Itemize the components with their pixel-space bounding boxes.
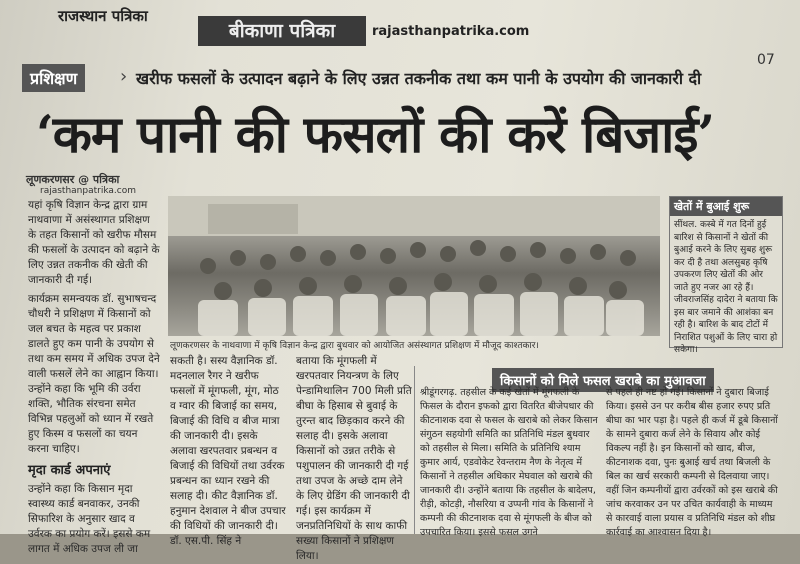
article-column-2: सकती है। सस्य वैज्ञानिक डॉ. मदनलाल रैगर ने खरीफ फसलों में मूंगफली, मूंग, मोठ व ग्वार की बिजाई का समय, बिजाई की विधि व बीज मात्रा की जानकारी दी। इसके अलावा खरपतवार प्रबन्धन व बिजाई की विधियों तथा उर्वरक प्रबन्धन का ध्यान रखने की सलाह दी। कीट वैज्ञानिक डॉ. हनुमान देशवाल ने बीज उपचार की विधियों की जानकारी दी। डॉ. एस.पी. सिंह ने: [170, 355, 286, 547]
article-paragraph: कार्यक्रम समन्वयक डॉ. सुभाषचन्द चौधरी ने प्रशिक्षण में किसानों को जल बचत के महत्व पर प्रकाश डालते हुए कम पानी के उपयोग से तथा कम समय में अधिक उपज देने वाली फसलें लेने का आह्वान किया। उन्होंने कहा कि भूमि की उर्वरा शक्ति, भौतिक संरचना समेत विभिन्न पहलुओं को ध्यान में रखते हुए किस्म व फसलों का चयन करना चाहिए।: [28, 293, 160, 455]
page-number: 07: [757, 52, 775, 68]
article-column-3: बताया कि मूंगफली में खरपतवार नियन्त्रण के लिए पेन्डामिथालिन 700 मिली प्रति बीघा के हिसाब से बुवाई के तुरन्त बाद छिड़काव करने की सलाह दी। इसके अलावा किसानों को उन्नत तरीके से पशुपालन की जानकारी दी गई तथा उपज के अच्छे दाम लेने के लिए ग्रेडिंग की जानकारी दी गई। इस कार्यक्रम में जनप्रतिनिधियों के साथ काफी सख्या किसानों ने प्रशिक्षण लिया।: [296, 355, 412, 562]
box-title: खेतों में बुआई शुरू: [670, 197, 782, 216]
story2-column-1: श्रीडूंगरगढ़. तहसील के कई खेतों में मूंगफली के फिसल के दौरान इफको द्वारा वितरित बीजेपधार की कीटनाशक दवा से फसल के खराबे को लेकर किसान संगुठन सहयोगी समिति का प्रतिनिधि मंडल बुधवार को तहसील से मिला। समिति के प्रतिनिधि श्याम कुमार आर्य, एडवोकेट रेवन्तराम नैण के नेतृत्व में किसानों ने तहसील अधिकार मेघवाल को खराबे की जानकारी दी। उन्होंने बताया कि तहसील के बादेलप, रीड़ी, कोटड़ी, नौसरिया व उप्पनी गांव के किसानों ने कम्पनी की कीटनाशक दवा से मूंगफली के बीज को उपचारित किया। इससे फसल उगने: [420, 387, 598, 538]
page-header: [0, 0, 800, 40]
column-divider: [414, 366, 415, 534]
article-column-1: [28, 198, 160, 557]
kicker-bar: [22, 64, 792, 94]
story2-headline: किसानों को मिले फसल खराबे का मुआवजा: [492, 368, 714, 392]
photo-caption: लूणकरणसर के नाथवाणा में कृषि विज्ञान केन्द्र द्वारा बुधवार को आयोजित असंस्थागत प्रशिक्षण में मौजूद काश्तकार।: [170, 341, 539, 351]
article-paragraph: उन्होंने कहा कि किसान मृदा स्वास्थ्य कार्ड बनवाकर, उनकी सिफारिश के अनुसार खाद व उर्वरक का प्रयोग करें। इससे कम लागत में अधिक उपज ली जा: [28, 483, 151, 555]
dateline: लूणकरणसर @ पत्रिका: [26, 173, 120, 186]
chevron-right-icon: ›: [120, 66, 128, 87]
newspaper-brand: राजस्थान पत्रिका: [58, 7, 148, 25]
farmers-group-photo: [168, 196, 660, 336]
byline-url: rajasthanpatrika.com: [40, 186, 136, 196]
story2-column-2: से पहले ही नष्ट हो गई। किसानों ने दुबारा बिजाई किया। इससे उन पर करीब बीस हजार रुपए प्रति बीघा का भार पड़ा है। पहले ही कर्ज में डूबे किसानों के सामने दुबारा कर्ज लेने के सिवाय और कोई विकल्प नहीं है। इन किसानों को खाद, बीज, कीटनाशक दवा, पुनः बुआई खर्च तथा बिजली के बिल का खर्च सरकारी कम्पनी से दिलवाया जाए। वहीं जिन कम्पनीयों द्वारा उर्वरकों को इस खराबे की जांच करवाकर उन पर उचित कार्यवाही के माध्यम से कारवाई वाला प्रयास व प्रतिनिधि मंडल को शीघ्र कार्रवाई का आश्वासन दिया है।: [606, 387, 778, 538]
kicker-text: खरीफ फसलों के उत्पादन बढ़ाने के लिए उन्नत तकनीक तथा कम पानी के उपयोग की जानकारी दी: [136, 69, 702, 88]
article-subhead: मृदा कार्ड अपनाएं: [28, 463, 111, 478]
headline: ‘कम पानी की फसलों की करें बिजाई’: [36, 105, 715, 165]
sidebar-news-box: [669, 196, 783, 355]
article-paragraph: यहां कृषि विज्ञान केन्द्र द्वारा ग्राम नाथवाणा में असंस्थागत प्रशिक्षण के तहत किसानों को खरीफ मौसम की फसलों के उत्पादन को बढ़ाने के लिए उन्नत तकनीक की खेती की जानकारी दी गई।: [28, 199, 160, 286]
website-url: rajasthanpatrika.com: [372, 24, 530, 39]
photo-illustration: [168, 196, 660, 336]
section-masthead: बीकाणा पत्रिका: [198, 16, 366, 46]
box-body: सींथल. कस्बे में गत दिनों हुई बारिश से किसानों ने खेतों की बुआई करने के लिए सुबह शुरू कर दी है तथा अलसुबह कृषि उपकरण लिए खेतों की ओर जाते हुए नजर आ रहे हैं। जीवराजसिंह दादेरा ने बताया कि इस बार जमाने की आशंका बन रही है। बारिश के बाद टोटों में निराशित पशुओं के लिए चारा हो सकेगा।: [674, 220, 778, 355]
kicker-tag: प्रशिक्षण: [22, 64, 85, 92]
